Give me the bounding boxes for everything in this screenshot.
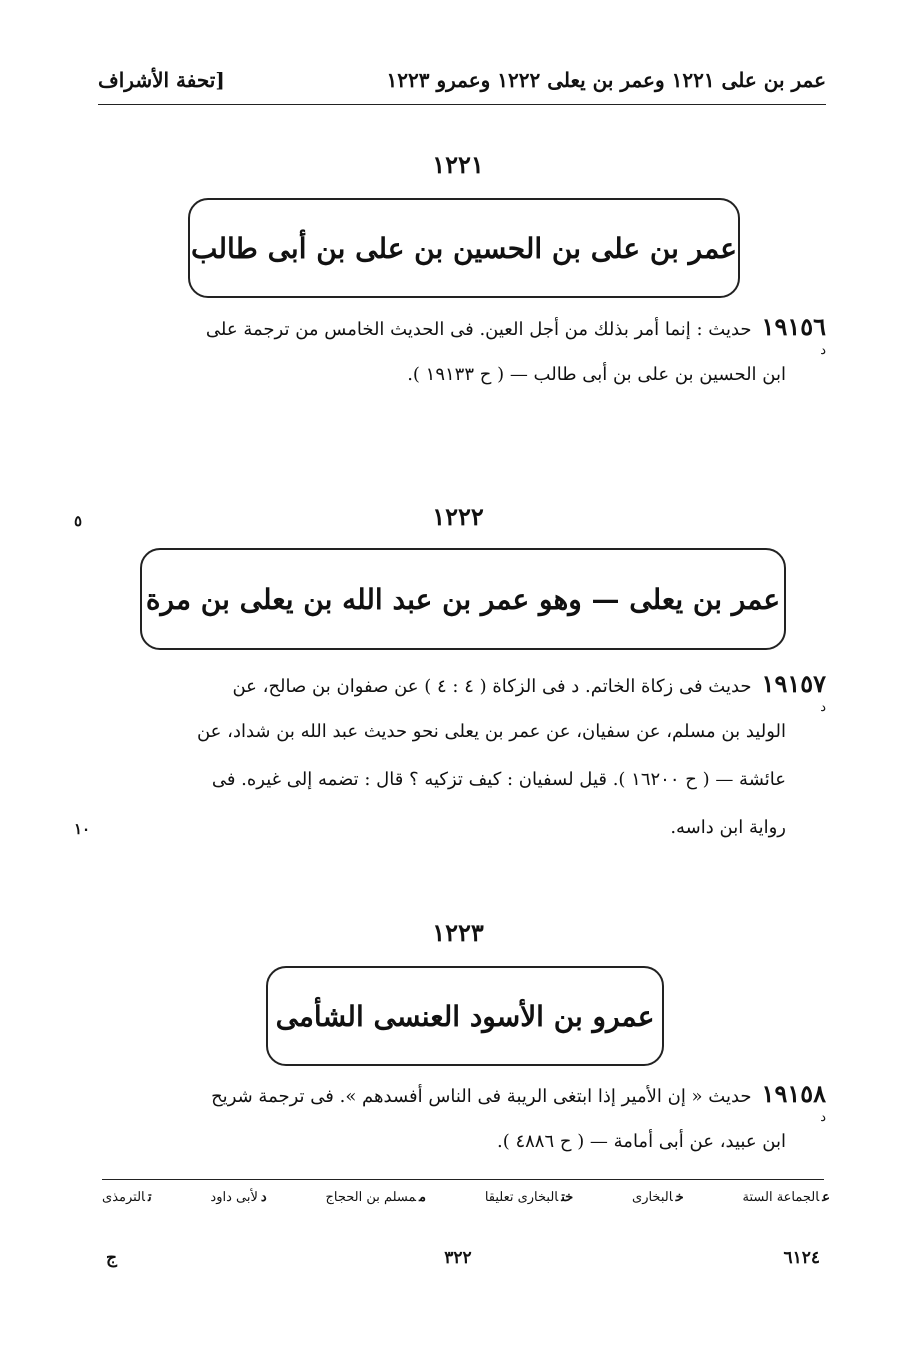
- narrator-name-box: [266, 966, 664, 1066]
- margin-line-number: ٥: [74, 512, 83, 530]
- header-book-title: [تحفة الأشراف: [98, 68, 225, 92]
- header-rule: [98, 104, 826, 105]
- hadith-number: ١٩١٥٨: [761, 1079, 826, 1108]
- entry-number: ١٢٢٢: [432, 502, 484, 531]
- hadith-number: ١٩١٥٦: [761, 312, 826, 341]
- hadith-line: ١٩١٥٧حديث فى زكاة الخاتم. د فى الزكاة ( ٤ : ٤ ) عن صفوان بن صالح، عن: [232, 669, 826, 698]
- legend-item: خالبخارى: [632, 1190, 684, 1205]
- narrator-name-box: [140, 548, 786, 650]
- hadith-line: ١٩١٥٦حديث : إنما أمر بذلك من أجل العين. فى الحديث الخامس من ترجمة على: [205, 312, 826, 341]
- legend-item: عالجماعة الستة: [742, 1190, 830, 1205]
- legend-item: ختالبخارى تعليقا: [484, 1190, 574, 1205]
- abbreviation-legend: [102, 1190, 830, 1205]
- hadith-number: ١٩١٥٧: [761, 669, 826, 698]
- narrator-name: عمر بن يعلى — وهو عمر بن عبد الله بن يعلى بن مرة: [145, 582, 781, 616]
- narrator-name-box: [188, 198, 740, 298]
- entry-number: ١٢٢١: [432, 150, 484, 179]
- hadith-line: ١٩١٥٨حديث « إن الأمير إذا ابتغى الريبة فى الناس أفسدهم ». فى ترجمة شريح: [211, 1079, 826, 1108]
- signature-mark: ج: [106, 1248, 117, 1268]
- narrator-name: عمرو بن الأسود العنسى الشأمى: [275, 999, 655, 1033]
- hadith-block: [98, 1070, 826, 1166]
- hadith-line: رواية ابن داسه.: [670, 817, 786, 838]
- header-entries: عمر بن على ١٢٢١ وعمر بن يعلى ١٢٢٢ وعمرو ١٢٢٣: [386, 68, 826, 92]
- page-number: ٣٢٢: [444, 1248, 472, 1268]
- legend-item: تالترمذى: [102, 1190, 152, 1205]
- footer-rule: [102, 1179, 824, 1180]
- hadith-line: ابن عبيد، عن أبى أمامة — ( ح ٤٨٨٦ ).: [496, 1131, 786, 1152]
- hadith-block: [98, 660, 826, 852]
- source-symbol: د: [820, 1110, 826, 1125]
- source-symbol: د: [820, 343, 826, 358]
- hadith-line: عائشة — ( ح ١٦٢٠٠ ). قيل لسفيان : كيف تزكيه ؟ قال : تضمه إلى غيره. فى: [211, 769, 786, 790]
- narrator-name: عمر بن على بن الحسين بن على بن أبى طالب: [191, 231, 738, 265]
- hadith-line: الوليد بن مسلم، عن سفيان، عن عمر بن يعلى نحو حديث عبد الله بن شداد، عن: [196, 721, 786, 742]
- running-number: ٦١٢٤: [783, 1248, 820, 1268]
- legend-item: دلأبى داود: [210, 1190, 267, 1205]
- entry-number: ١٢٢٣: [432, 918, 484, 947]
- legend-item: ممسلم بن الحجاج: [325, 1190, 427, 1205]
- hadith-line: ابن الحسين بن على بن أبى طالب — ( ح ١٩١٣٣ ).: [407, 364, 786, 385]
- running-header: [98, 60, 826, 100]
- source-symbol: د: [820, 700, 826, 715]
- margin-line-number: ١٠: [74, 820, 91, 838]
- hadith-block: [98, 303, 826, 399]
